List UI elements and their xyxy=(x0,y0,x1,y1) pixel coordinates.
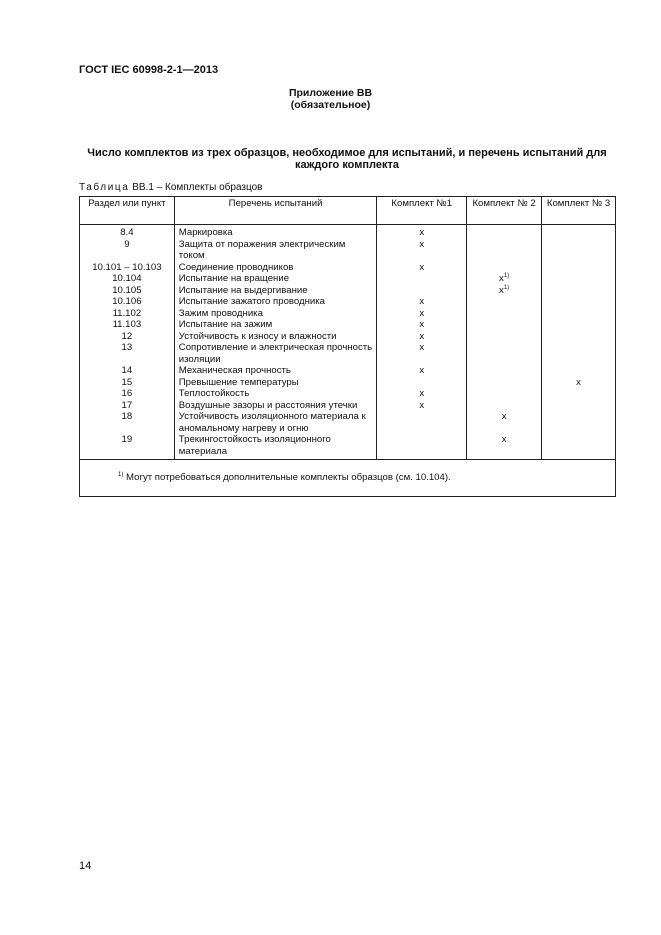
test-name-cell xyxy=(174,365,377,377)
set-1-cell-value: х xyxy=(419,296,425,307)
set-3-cell-value: х xyxy=(576,376,581,388)
test-name-cell xyxy=(174,319,377,331)
test-name-cell-value: Сопротивление и электрическая прочность изоляции xyxy=(178,342,373,365)
set-3-cell xyxy=(542,388,616,400)
table-caption-title: ВВ.1 – Комплекты образцов xyxy=(129,182,263,193)
table-caption-prefix: Таблица xyxy=(79,182,130,193)
set-1-cell xyxy=(377,411,467,434)
section-cell xyxy=(80,388,175,400)
table-row xyxy=(80,365,616,377)
set-3-cell xyxy=(542,377,616,389)
footnote-reference: 1) xyxy=(503,273,510,279)
set-3-cell xyxy=(542,400,616,412)
header-set-1: Комплект №1 xyxy=(377,197,467,225)
page-number: 14 xyxy=(79,860,92,872)
set-1-cell-value: х xyxy=(419,330,425,342)
set-3-cell xyxy=(542,365,616,377)
samples-table xyxy=(79,196,616,497)
set-2-cell xyxy=(467,342,542,365)
set-2-cell-value: х xyxy=(501,434,507,445)
section-cell-value: 19 xyxy=(121,434,133,445)
set-3-cell xyxy=(542,411,616,434)
table-row xyxy=(80,262,616,274)
set-1-cell xyxy=(377,342,467,365)
section-cell xyxy=(80,273,175,285)
test-name-cell xyxy=(174,262,377,274)
section-cell-value: 10.104 xyxy=(112,273,142,284)
section-cell xyxy=(80,434,175,460)
set-1-cell xyxy=(377,273,467,285)
header-set-3: Комплект № 3 xyxy=(542,197,616,225)
section-cell-value: 8.4 xyxy=(120,227,134,238)
section-cell xyxy=(80,342,175,365)
set-3-cell xyxy=(542,342,616,365)
table-body xyxy=(80,225,616,460)
test-name-cell xyxy=(174,342,377,365)
test-name-cell-value: Устойчивость изоляционного материала к аномальному нагреву и огню xyxy=(178,411,366,434)
test-name-cell-value: Превышение температуры xyxy=(178,376,299,388)
set-1-cell xyxy=(377,388,467,400)
test-name-cell-value: Устойчивость к износу и влажности xyxy=(178,330,337,342)
set-3-cell xyxy=(542,308,616,320)
test-name-cell xyxy=(174,308,377,320)
table-row xyxy=(80,342,616,365)
footnote-row xyxy=(80,460,616,497)
table-row xyxy=(80,377,616,389)
test-name-cell-value: Механическая прочность xyxy=(178,365,291,376)
test-name-cell-value: Зажим проводника xyxy=(178,307,263,319)
test-name-cell xyxy=(174,411,377,434)
set-2-cell xyxy=(467,285,542,297)
table-caption xyxy=(79,182,262,193)
set-2-cell xyxy=(467,400,542,412)
footnote-reference: 1) xyxy=(503,284,510,291)
set-1-cell-value: х xyxy=(419,261,425,273)
section-cell-value: 10.106 xyxy=(112,296,142,307)
set-1-cell xyxy=(377,225,467,239)
test-name-cell-value: Соединение проводников xyxy=(178,261,294,273)
section-cell-value: 12 xyxy=(121,330,133,342)
set-2-cell xyxy=(467,308,542,320)
set-2-cell xyxy=(467,239,542,262)
footnote-mark: 1) xyxy=(118,472,124,479)
set-1-cell xyxy=(377,308,467,320)
set-1-cell xyxy=(377,285,467,297)
test-name-cell-value: Испытание на выдергивание xyxy=(178,284,308,296)
set-2-cell xyxy=(467,377,542,389)
set-1-cell-value: х xyxy=(419,227,425,238)
set-1-cell-value: х xyxy=(419,319,425,330)
table-row xyxy=(80,319,616,331)
set-1-cell xyxy=(377,434,467,460)
appendix-block xyxy=(0,87,661,111)
test-name-cell xyxy=(174,377,377,389)
header-section: Раздел или пункт xyxy=(80,197,175,225)
footnote-text: Могут потребоваться дополнительные комплекты образцов (см. 10.104). xyxy=(126,472,451,484)
set-3-cell xyxy=(542,285,616,297)
set-2-cell-value: х xyxy=(499,273,504,284)
table-row xyxy=(80,296,616,308)
section-cell xyxy=(80,411,175,434)
section-cell-value: 9 xyxy=(124,238,130,250)
set-1-cell-value: х xyxy=(419,399,425,411)
set-3-cell xyxy=(542,434,616,460)
table-row xyxy=(80,308,616,320)
test-name-cell xyxy=(174,225,377,239)
set-3-cell xyxy=(542,273,616,285)
test-name-cell-value: Испытание на вращение xyxy=(178,273,290,284)
test-name-cell-value: Испытание зажатого проводника xyxy=(178,296,326,307)
section-cell xyxy=(80,400,175,412)
header-tests: Перечень испытаний xyxy=(174,197,377,225)
set-2-cell xyxy=(467,434,542,460)
table-row xyxy=(80,434,616,460)
section-cell xyxy=(80,308,175,320)
set-1-cell xyxy=(377,331,467,343)
set-1-cell xyxy=(377,296,467,308)
test-name-cell xyxy=(174,285,377,297)
set-3-cell xyxy=(542,331,616,343)
test-name-cell-value: Защита от поражения электрическим током xyxy=(178,238,346,261)
table-row xyxy=(80,239,616,262)
section-cell-value: 14 xyxy=(121,365,133,376)
set-2-cell xyxy=(467,296,542,308)
section-cell-value: 11.102 xyxy=(112,307,142,319)
table-row xyxy=(80,388,616,400)
table-header-row xyxy=(80,197,616,225)
section-heading: Число комплектов из трех образцов, необходимое для испытаний, и перечень испытаний для каждого комплекта xyxy=(87,147,607,171)
table-row xyxy=(80,285,616,297)
appendix-title: Приложение ВВ xyxy=(288,87,373,99)
table-row xyxy=(80,273,616,285)
section-cell-value: 10.105 xyxy=(112,284,142,296)
set-1-cell xyxy=(377,239,467,262)
table-row xyxy=(80,411,616,434)
section-cell xyxy=(80,319,175,331)
section-cell xyxy=(80,285,175,297)
section-cell-value: 15 xyxy=(121,376,133,388)
set-1-cell-value: х xyxy=(419,388,425,399)
set-1-cell xyxy=(377,377,467,389)
set-3-cell xyxy=(542,262,616,274)
test-name-cell-value: Трекингостойкость изоляционного материала xyxy=(178,434,331,457)
set-1-cell xyxy=(377,400,467,412)
table-row xyxy=(80,225,616,239)
test-name-cell xyxy=(174,388,377,400)
section-cell-value: 17 xyxy=(121,399,133,411)
set-2-cell xyxy=(467,331,542,343)
table-row xyxy=(80,400,616,412)
set-2-cell xyxy=(467,225,542,239)
section-cell xyxy=(80,225,175,239)
set-3-cell xyxy=(542,296,616,308)
set-2-cell xyxy=(467,262,542,274)
set-1-cell-value: х xyxy=(419,365,425,376)
section-cell-value: 10.101 – 10.103 xyxy=(92,261,162,273)
section-cell-value: 11.103 xyxy=(112,319,142,330)
set-3-cell xyxy=(542,225,616,239)
set-2-cell xyxy=(467,388,542,400)
test-name-cell xyxy=(174,273,377,285)
test-name-cell xyxy=(174,400,377,412)
test-name-cell-value: Теплостойкость xyxy=(178,388,250,399)
section-cell xyxy=(80,365,175,377)
test-name-cell-value: Воздушные зазоры и расстояния утечки xyxy=(178,399,358,411)
section-cell xyxy=(80,239,175,262)
table-footnote xyxy=(80,460,616,497)
test-name-cell xyxy=(174,434,377,460)
test-name-cell xyxy=(174,331,377,343)
set-3-cell xyxy=(542,319,616,331)
test-name-cell-value: Маркировка xyxy=(178,227,233,238)
set-1-cell xyxy=(377,319,467,331)
appendix-status: (обязательное) xyxy=(290,99,371,111)
set-2-cell-value: х xyxy=(501,411,507,422)
header-set-2: Комплект № 2 xyxy=(467,197,542,225)
section-cell xyxy=(80,262,175,274)
set-2-cell xyxy=(467,365,542,377)
set-1-cell xyxy=(377,365,467,377)
set-2-cell xyxy=(467,411,542,434)
test-name-cell xyxy=(174,239,377,262)
section-cell xyxy=(80,377,175,389)
section-cell-value: 18 xyxy=(121,411,133,422)
section-cell-value: 16 xyxy=(121,388,133,399)
set-1-cell xyxy=(377,262,467,274)
section-cell xyxy=(80,331,175,343)
table-row xyxy=(80,331,616,343)
set-1-cell-value: х xyxy=(419,342,425,353)
set-2-cell xyxy=(467,319,542,331)
document-header: ГОСТ IEC 60998-2-1—2013 xyxy=(79,64,219,76)
set-2-cell-value: х xyxy=(499,284,504,296)
test-name-cell xyxy=(174,296,377,308)
set-1-cell-value: х xyxy=(419,238,425,250)
set-3-cell xyxy=(542,239,616,262)
set-1-cell-value: х xyxy=(419,307,425,319)
set-2-cell xyxy=(467,273,542,285)
section-cell-value: 13 xyxy=(121,342,133,353)
section-cell xyxy=(80,296,175,308)
test-name-cell-value: Испытание на зажим xyxy=(178,319,273,330)
